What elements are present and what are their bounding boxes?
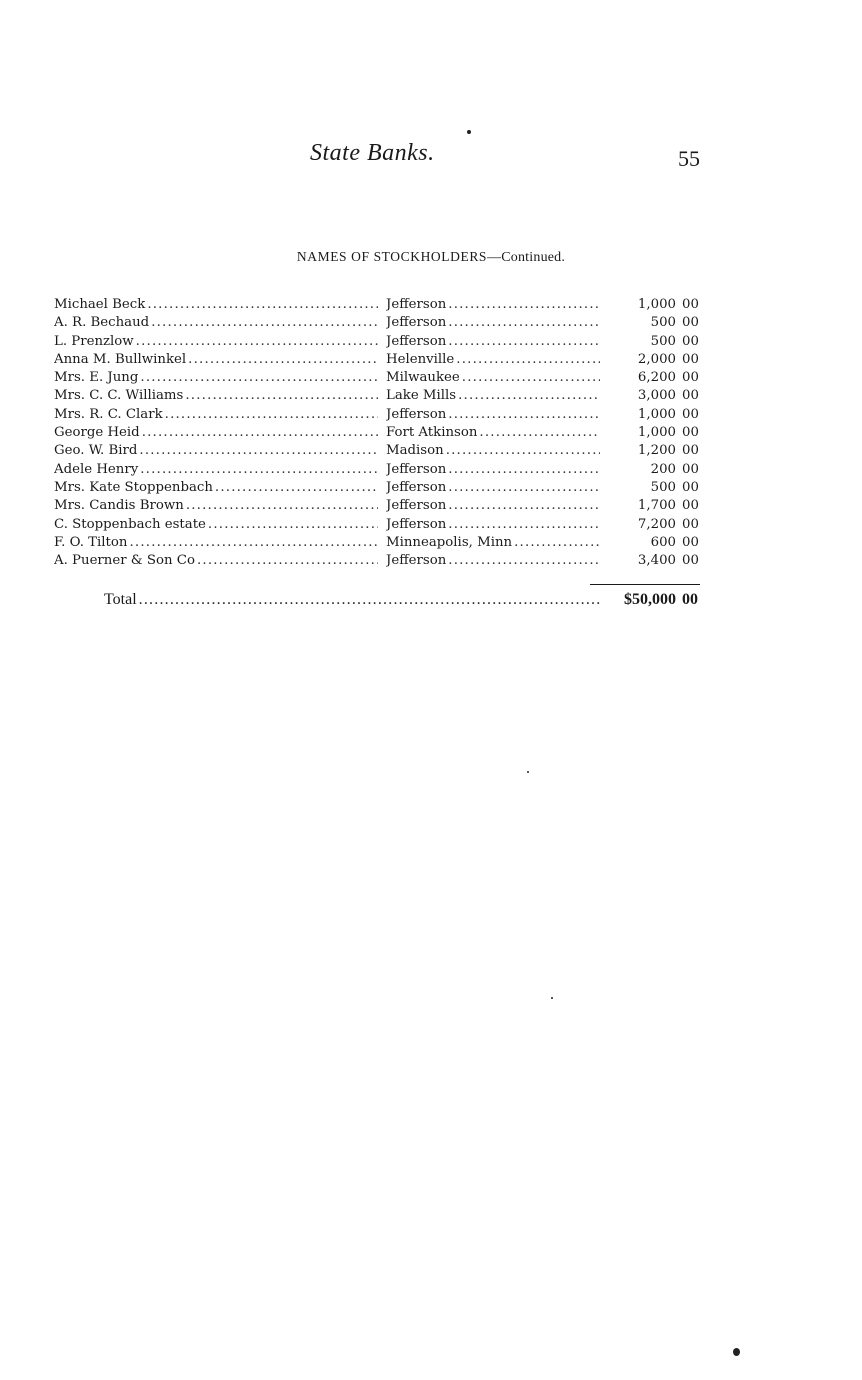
stockholder-residence: Madison [386, 443, 444, 459]
stockholder-name: Mrs. C. C. Williams [54, 388, 184, 404]
name-cell [54, 314, 378, 332]
leader-dots [448, 296, 600, 314]
total-label: Total [104, 591, 137, 608]
place-cell [386, 387, 600, 405]
stockholder-name: George Heid [54, 425, 140, 441]
stock-amount: 1,000 [637, 425, 676, 441]
leader-dots [186, 497, 378, 515]
stock-cents: 00 [682, 443, 699, 459]
place-cell [386, 479, 600, 497]
stock-cents: 00 [682, 406, 699, 422]
leader-dots [136, 333, 378, 351]
leader-dots [197, 552, 378, 570]
place-cell [386, 333, 600, 351]
leader-dots [448, 552, 600, 570]
stock-amount: 1,000 [637, 297, 676, 312]
stock-cents: 00 [682, 479, 699, 495]
stock-amount: 500 [650, 479, 676, 495]
stock-amount: 1,000 [637, 406, 676, 422]
scan-speck [733, 1348, 740, 1356]
scan-speck [527, 771, 529, 773]
name-cell [54, 534, 378, 552]
stockholder-name: A. Puerner & Son Co [54, 553, 195, 569]
place-cell [386, 314, 600, 332]
name-cell [54, 369, 378, 387]
leader-dots [151, 314, 378, 332]
stock-cents: 00 [682, 315, 699, 331]
leader-dots [446, 442, 600, 460]
name-cell [54, 333, 378, 351]
stockholder-residence: Helenville [386, 351, 455, 367]
stockholder-residence: Jefferson [386, 461, 447, 477]
stockholder-row [54, 369, 704, 387]
stockholder-name: Mrs. E. Jung [54, 370, 139, 386]
stockholder-name: C. Stoppenbach estate [54, 516, 206, 532]
total-label-cell [104, 591, 600, 609]
stockholder-name: Anna M. Bullwinkel [54, 351, 187, 367]
name-cell [54, 516, 378, 534]
stock-amount: 1,200 [637, 443, 676, 459]
stockholder-residence: Jefferson [386, 406, 447, 422]
name-cell [54, 461, 378, 479]
stockholder-residence: Jefferson [386, 297, 447, 312]
stock-amount: 500 [650, 315, 676, 331]
stockholder-residence: Jefferson [386, 516, 447, 532]
name-cell [54, 442, 378, 460]
leader-dots [139, 591, 600, 609]
stockholder-residence: Jefferson [386, 553, 447, 569]
stock-cents: 00 [682, 425, 699, 441]
stockholder-row [54, 497, 704, 515]
stockholder-row [54, 314, 704, 332]
name-cell [54, 479, 378, 497]
stockholder-row [54, 442, 704, 460]
stockholder-name: L. Prenzlow [54, 333, 134, 349]
leader-dots [514, 534, 600, 552]
stockholder-name: Mrs. Candis Brown [54, 498, 184, 514]
stock-amount: 6,200 [637, 370, 676, 386]
stock-cents: 00 [682, 351, 699, 367]
stockholder-row [54, 406, 704, 424]
stockholder-residence: Lake Mills [386, 388, 457, 404]
stock-amount: 3,400 [637, 553, 676, 569]
running-title: State Banks. [310, 140, 435, 166]
leader-dots [479, 424, 600, 442]
total-cents: 00 [682, 591, 698, 608]
stockholder-residence: Fort Atkinson [386, 425, 478, 441]
stock-cents: 00 [682, 498, 699, 514]
stock-amount: 7,200 [637, 516, 676, 532]
leader-dots [140, 369, 378, 387]
stockholder-name: Mrs. R. C. Clark [54, 406, 163, 422]
section-heading-continued: —Continued. [487, 250, 566, 265]
stock-amount: 1,700 [637, 498, 676, 514]
place-cell [386, 552, 600, 570]
stockholder-name: Geo. W. Bird [54, 443, 138, 459]
leader-dots [458, 387, 600, 405]
leader-dots [448, 406, 600, 424]
name-cell [54, 351, 378, 369]
stockholder-row [54, 479, 704, 497]
stock-cents: 00 [682, 553, 699, 569]
leader-dots [188, 351, 378, 369]
scan-speck [551, 997, 553, 999]
stock-cents: 00 [682, 370, 699, 386]
stockholder-name: Adele Henry [54, 461, 139, 477]
leader-dots [456, 351, 600, 369]
leader-dots [165, 406, 378, 424]
name-cell [54, 296, 378, 314]
name-cell [54, 552, 378, 570]
stockholder-list [54, 296, 704, 570]
place-cell [386, 442, 600, 460]
leader-dots [215, 479, 378, 497]
stock-cents: 00 [682, 516, 699, 532]
section-heading [0, 249, 862, 266]
stockholder-row [54, 351, 704, 369]
leader-dots [140, 461, 378, 479]
place-cell [386, 351, 600, 369]
stockholder-name: Mrs. Kate Stoppenbach [54, 479, 213, 495]
stockholder-row [54, 387, 704, 405]
stockholder-residence: Jefferson [386, 315, 447, 331]
stockholder-residence: Minneapolis, Minn [386, 534, 513, 550]
leader-dots [185, 387, 378, 405]
stock-amount: 3,000 [637, 388, 676, 404]
leader-dots [448, 333, 600, 351]
total-row [54, 591, 704, 611]
place-cell [386, 497, 600, 515]
stockholder-row [54, 552, 704, 570]
leader-dots [462, 369, 600, 387]
stockholder-row [54, 534, 704, 552]
leader-dots [129, 534, 378, 552]
stockholder-row [54, 516, 704, 534]
stockholder-residence: Jefferson [386, 479, 447, 495]
place-cell [386, 296, 600, 314]
stock-cents: 00 [682, 297, 699, 312]
stockholder-residence: Jefferson [386, 498, 447, 514]
leader-dots [139, 442, 378, 460]
stock-cents: 00 [682, 333, 699, 349]
stock-amount: 200 [650, 461, 676, 477]
leader-dots [448, 461, 600, 479]
scan-speck [467, 130, 471, 134]
stockholder-residence: Milwaukee [386, 370, 460, 386]
stock-cents: 00 [682, 534, 699, 550]
total-amount: $50,000 [624, 591, 676, 608]
stockholder-row [54, 461, 704, 479]
stockholder-row [54, 296, 704, 314]
leader-dots [448, 516, 600, 534]
stockholder-row [54, 333, 704, 351]
stockholder-name: F. O. Tilton [54, 534, 128, 550]
name-cell [54, 424, 378, 442]
stock-amount: 500 [650, 333, 676, 349]
place-cell [386, 534, 600, 552]
stock-amount: 2,000 [637, 351, 676, 367]
leader-dots [142, 424, 378, 442]
page-number: 55 [678, 146, 700, 171]
stockholder-name: A. R. Bechaud [54, 315, 150, 331]
name-cell [54, 497, 378, 515]
name-cell [54, 406, 378, 424]
leader-dots [208, 516, 378, 534]
stock-amount: 600 [650, 534, 676, 550]
place-cell [386, 424, 600, 442]
running-head [0, 140, 862, 180]
leader-dots [448, 314, 600, 332]
place-cell [386, 461, 600, 479]
total-rule [590, 584, 700, 585]
place-cell [386, 406, 600, 424]
name-cell [54, 387, 378, 405]
leader-dots [147, 296, 378, 314]
stockholder-residence: Jefferson [386, 333, 447, 349]
leader-dots [448, 497, 600, 515]
stock-cents: 00 [682, 461, 699, 477]
place-cell [386, 369, 600, 387]
stockholder-row [54, 424, 704, 442]
place-cell [386, 516, 600, 534]
stockholder-name: Michael Beck [54, 297, 146, 312]
leader-dots [448, 479, 600, 497]
stock-cents: 00 [682, 388, 699, 404]
section-heading-title: NAMES OF STOCKHOLDERS [296, 249, 488, 264]
